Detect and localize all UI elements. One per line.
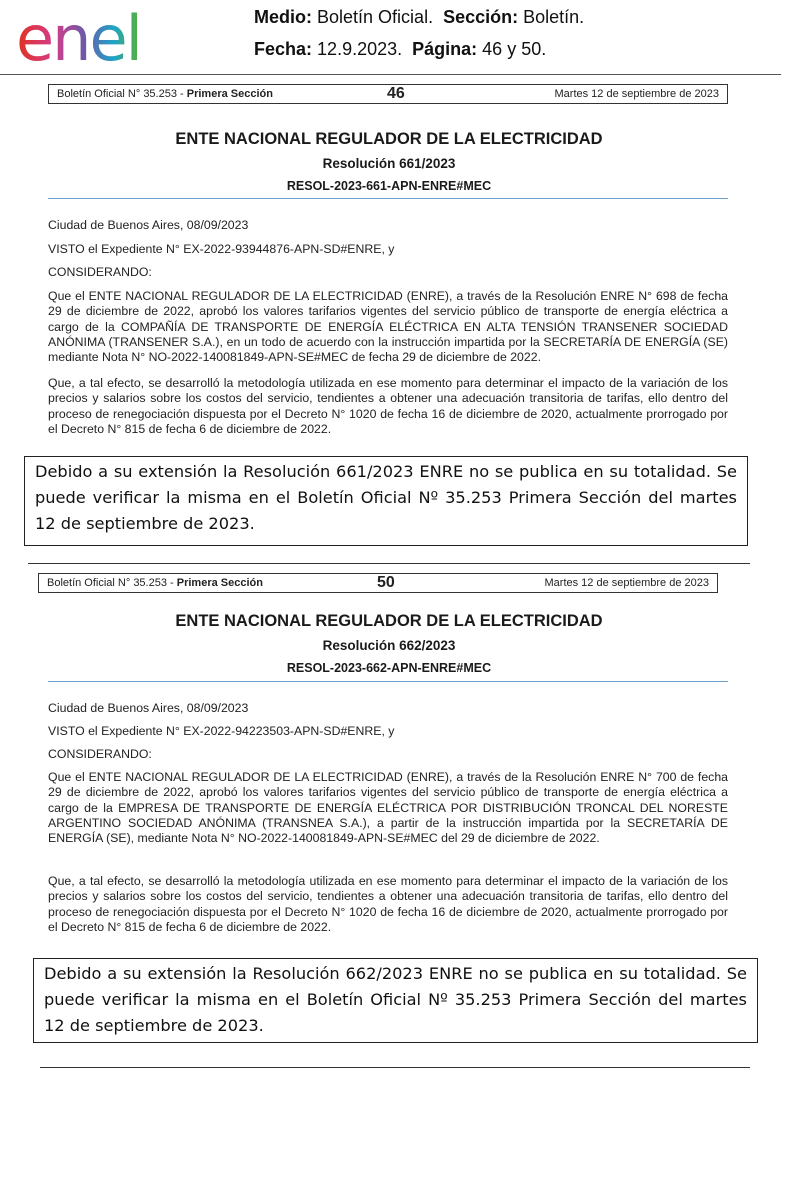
pagina-value: 46 y 50. [482, 39, 547, 59]
resolution-entity-title: ENTE NACIONAL REGULADOR DE LA ELECTRICIDAD [175, 130, 603, 148]
fecha-value: 12.9.2023. [317, 39, 403, 59]
bottom-divider [40, 1067, 750, 1068]
considerando-paragraph-2: Que, a tal efecto, se desarrolló la metodología utilizada en ese momento para determinar el impacto de la variación de los precios y salarios sobre los costos del servicio, tendientes a obtener una adecuación transitoria de tarifas, ello dentro del proceso de renegociación dispuesta por el Decreto N° 1020 de fecha 16 de diciembre de 2020, actualmente prorrogado por el Decreto N° 815 de fecha 6 de diciembre de 2022. [48, 376, 728, 436]
pagina-label: Página: [412, 39, 478, 59]
resolution-entity-title: ENTE NACIONAL REGULADOR DE LA ELECTRICIDAD [175, 612, 603, 630]
bulletin-header-left: Boletín Oficial N° 35.253 - Primera Sección [57, 88, 273, 100]
fecha-label: Fecha: [254, 39, 313, 59]
considerando-heading: CONSIDERANDO: [48, 747, 152, 761]
meta-line-1 [254, 7, 584, 28]
notice-box-2: Debido a su extensión la Resolución 662/2023 ENRE no se publica en su totalidad. Se puede verificar la misma en el Boletín Oficial Nº 35.253 Primera Sección del martes 12 de septiembre de 2023. [33, 958, 758, 1043]
notice-box-1: Debido a su extensión la Resolución 661/2023 ENRE no se publica en su totalidad. Se puede verificar la misma en el Boletín Oficial Nº 35.253 Primera Sección del martes 12 de septiembre de 2023. [24, 456, 748, 546]
meta-line-2 [254, 39, 546, 60]
visto-paragraph: VISTO el Expediente N° EX-2022-94223503-APN-SD#ENRE, y [48, 724, 395, 738]
bulletin-date: Martes 12 de septiembre de 2023 [544, 577, 709, 589]
city-date: Ciudad de Buenos Aires, 08/09/2023 [48, 218, 249, 232]
blue-divider [48, 681, 728, 682]
seccion-label: Sección: [443, 7, 519, 27]
considerando-paragraph-1: Que el ENTE NACIONAL REGULADOR DE LA ELECTRICIDAD (ENRE), a través de la Resolución ENRE N° 700 de fecha 29 de diciembre de 2022, aprobó los valores tarifarios vigentes del servicio público de transporte de energía eléctrica a cargo de la EMPRESA DE TRANSPORTE DE ENERGÍA ELÉCTRICA POR DISTRIBUCIÓN TRONCAL DEL NORESTE ARGENTINO SOCIEDAD ANÓNIMA (TRANSNEA S.A.), a partir de la instrucción impartida por la SECRETARÍA DE ENERGÍA (SE), mediante Nota N° NO-2022-140081849-APN-SE#MEC del 29 de diciembre de 2022. [48, 770, 728, 846]
section-divider [28, 563, 750, 564]
bulletin-date: Martes 12 de septiembre de 2023 [554, 88, 719, 100]
medio-value: Boletín Oficial. [317, 7, 434, 27]
bulletin-header-1 [48, 84, 728, 104]
considerando-paragraph-1: Que el ENTE NACIONAL REGULADOR DE LA ELECTRICIDAD (ENRE), a través de la Resolución ENRE N° 698 de fecha 29 de diciembre de 2022, aprobó los valores tarifarios vigentes del servicio público de transporte de energía eléctrica a cargo de la COMPAÑÍA DE TRANSPORTE DE ENERGÍA ELÉCTRICA EN ALTA TENSIÓN TRANSENER SOCIEDAD ANÓNIMA (TRANSENER S.A.), en un todo de acuerdo con la instrucción impartida por la SECRETARÍA DE ENERGÍA (SE) mediante Nota N° NO-2022-140081849-APN-SE#MEC de fecha 29 de diciembre de 2022. [48, 289, 728, 365]
blue-divider [48, 198, 728, 199]
city-date: Ciudad de Buenos Aires, 08/09/2023 [48, 701, 249, 715]
seccion-value: Boletín. [523, 7, 585, 27]
medio-label: Medio: [254, 7, 312, 27]
considerando-heading: CONSIDERANDO: [48, 265, 152, 279]
considerando-paragraph-2: Que, a tal efecto, se desarrolló la metodología utilizada en ese momento para determinar el impacto de la variación de los precios y salarios sobre los costos del servicio, tendientes a obtener una adecuación transitoria de tarifas, ello dentro del proceso de renegociación dispuesta por el Decreto N° 1020 de fecha 16 de diciembre de 2020, actualmente prorrogado por el Decreto N° 815 de fecha 6 de diciembre de 2022. [48, 874, 728, 934]
enel-logo-text: enel [16, 4, 141, 68]
bulletin-header-2 [38, 573, 718, 593]
bulletin-page-number: 46 [387, 85, 405, 102]
bulletin-header-left: Boletín Oficial N° 35.253 - Primera Sección [47, 577, 263, 589]
resolution-code: RESOL-2023-662-APN-ENRE#MEC [286, 661, 492, 675]
bulletin-page-number: 50 [377, 574, 395, 591]
top-divider [0, 74, 781, 75]
enel-logo [16, 4, 182, 68]
resolution-number: Resolución 662/2023 [322, 638, 456, 653]
resolution-code: RESOL-2023-661-APN-ENRE#MEC [286, 179, 492, 193]
visto-paragraph: VISTO el Expediente N° EX-2022-93944876-APN-SD#ENRE, y [48, 242, 395, 256]
resolution-number: Resolución 661/2023 [322, 156, 456, 171]
